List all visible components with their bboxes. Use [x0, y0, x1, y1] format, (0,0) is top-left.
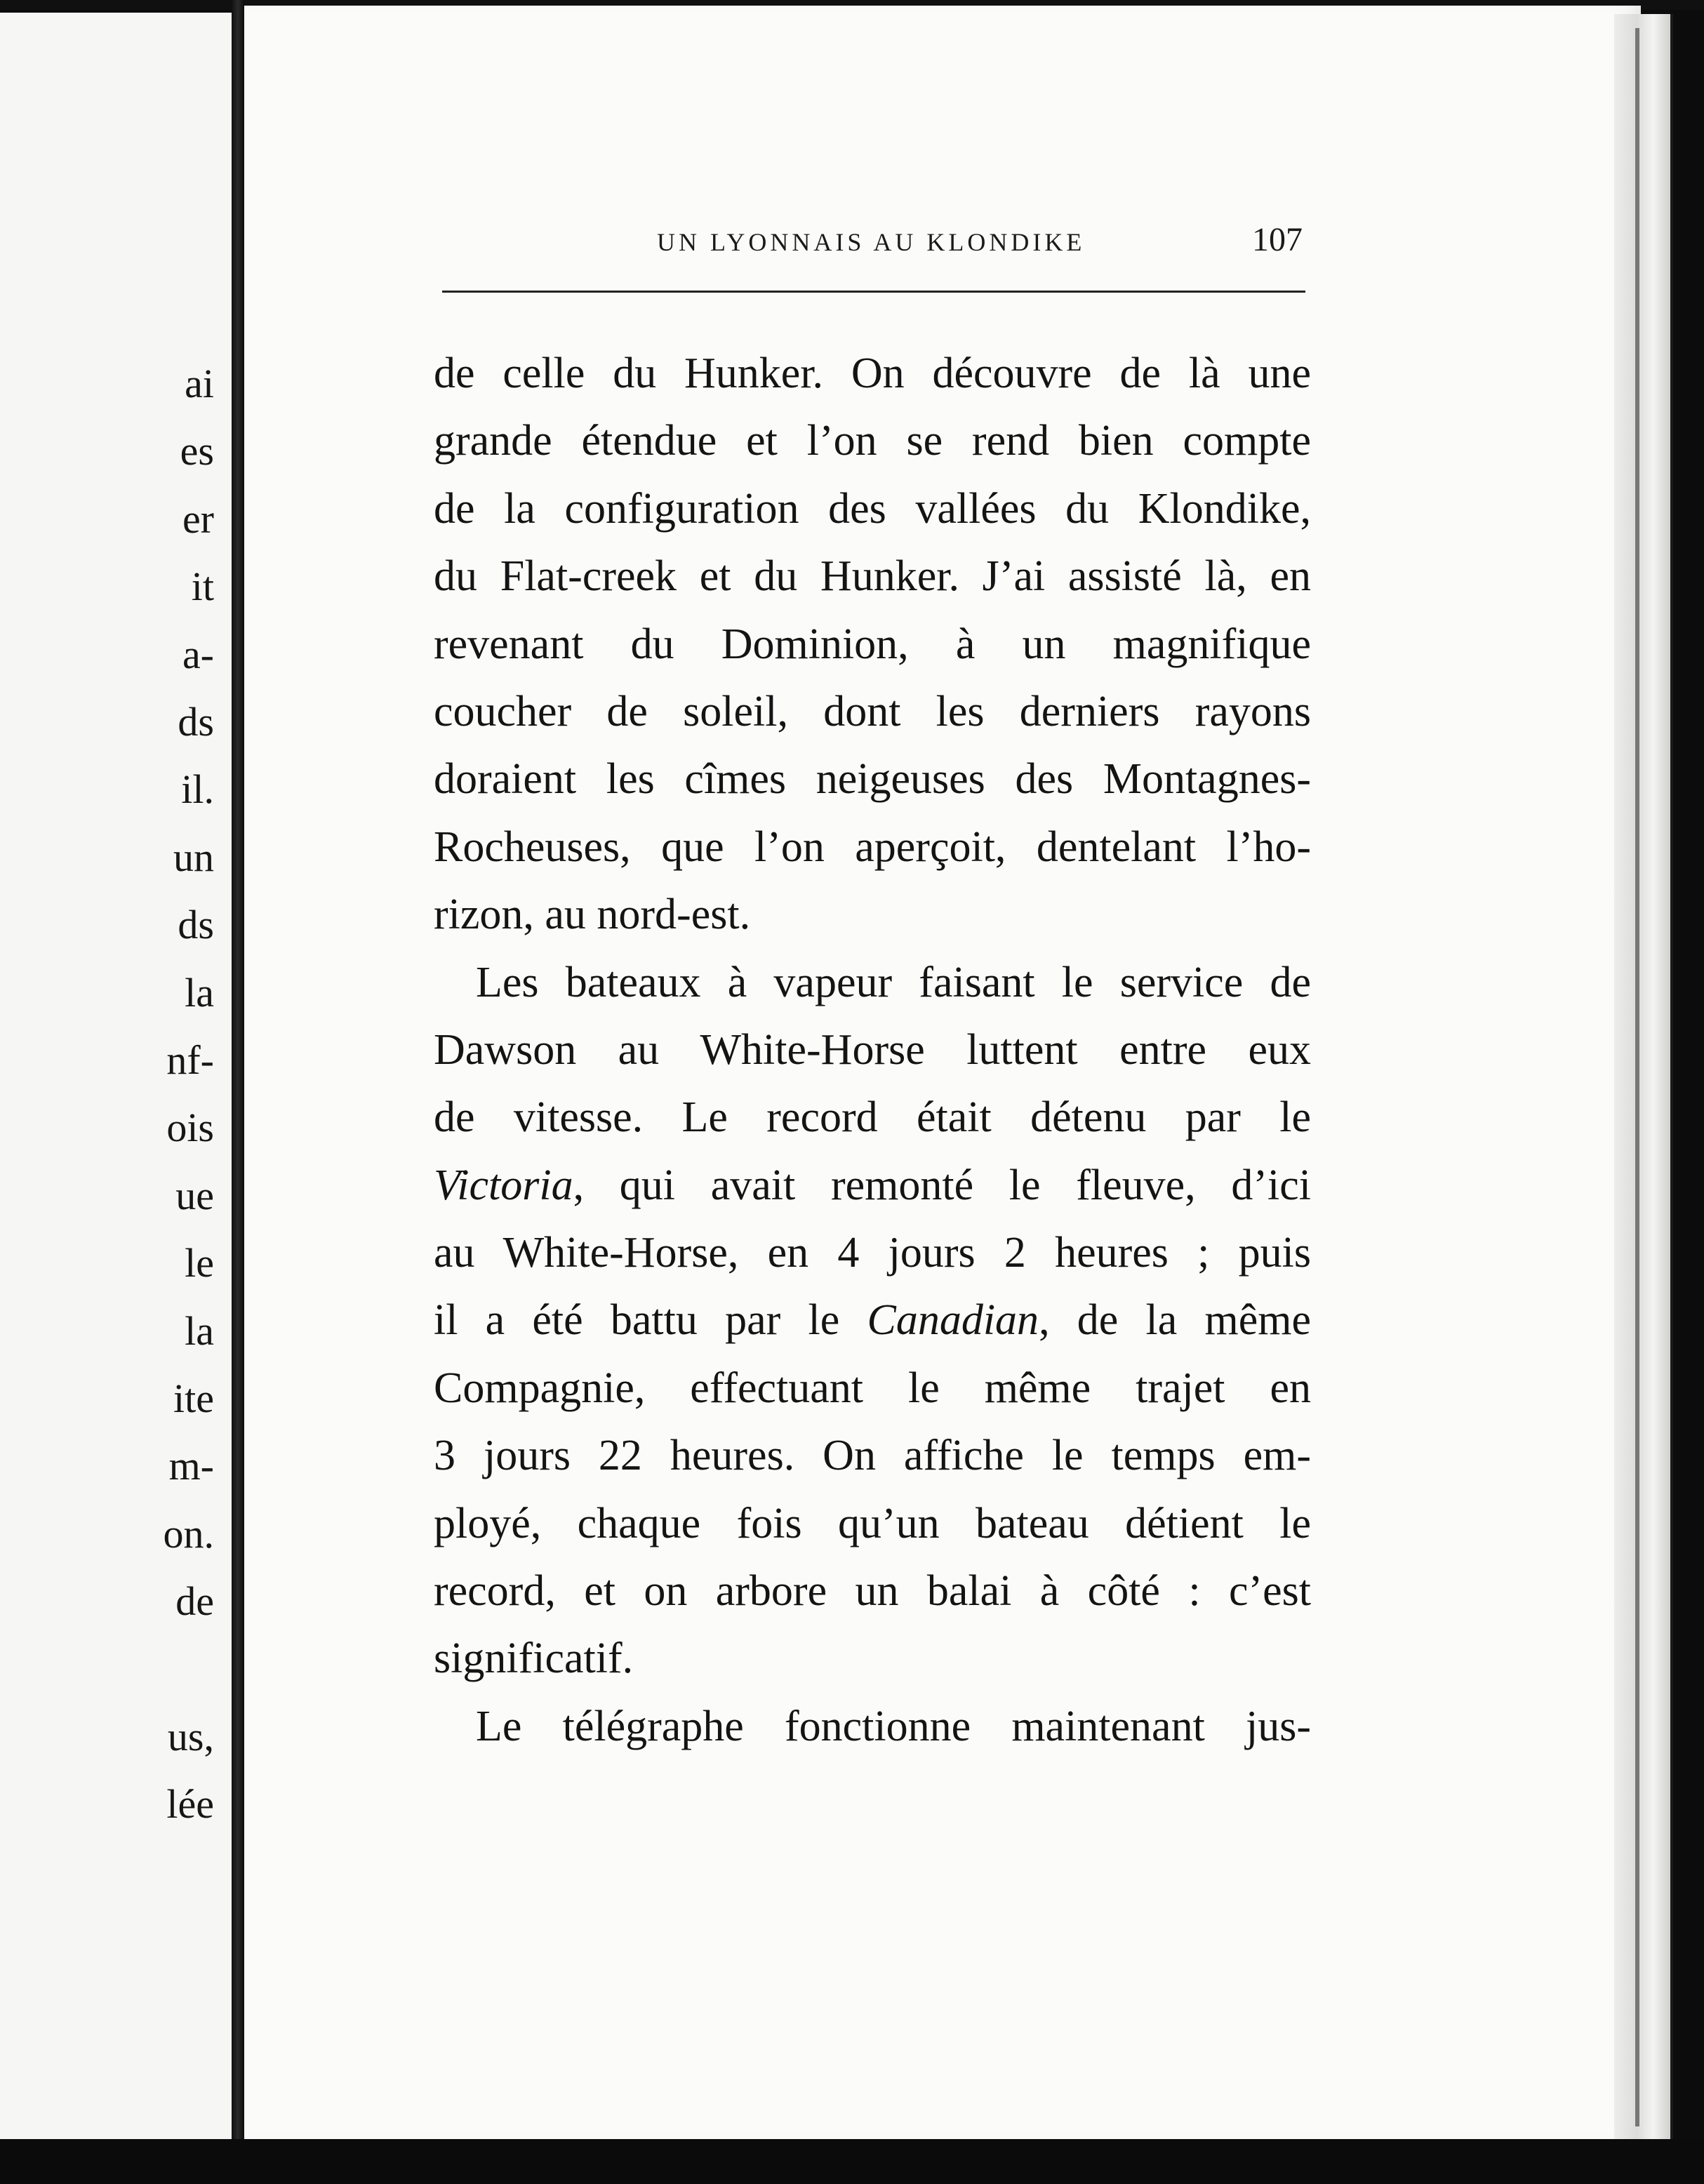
previous-page-line-fragment: le — [185, 1240, 214, 1286]
previous-page-line-fragment: it — [191, 564, 214, 610]
previous-page-line-fragment: la — [185, 969, 214, 1016]
text-line: significatif. — [434, 1634, 634, 1683]
previous-page-line-fragment: on. — [163, 1510, 214, 1557]
ship-name-canadian: Canadian — [867, 1296, 1039, 1345]
ship-name-victoria: Victoria — [434, 1161, 573, 1209]
text-line: doraient les cîmes neigeuses des Montagnes- — [434, 755, 1311, 804]
previous-page-fragment — [0, 13, 242, 2139]
previous-page-line-fragment: er — [182, 495, 214, 542]
text-line — [434, 1152, 1311, 1219]
text-line: 3 jours 22 heures. On affiche le temps em- — [434, 1432, 1311, 1480]
previous-page-line-fragment: ite — [173, 1376, 214, 1421]
text-segment: il a été battu par le — [434, 1296, 867, 1345]
text-segment: , qui avait remonté le fleuve, d’ici — [573, 1161, 1311, 1209]
previous-page-line-fragment: ois — [166, 1105, 214, 1151]
bottom-border — [0, 2139, 1704, 2184]
previous-page-line-fragment: lée — [166, 1781, 214, 1827]
page-edge — [1614, 14, 1673, 2140]
text-line: Dawson au White-Horse luttent entre eux — [434, 1025, 1311, 1074]
text-line: Rocheuses, que l’on aperçoit, dentelant l’ho- — [434, 823, 1311, 871]
text-line: du Flat-creek et du Hunker. J’ai assisté là, en — [434, 552, 1311, 601]
previous-page-line-fragment: un — [173, 834, 214, 880]
previous-page-line-fragment: ue — [175, 1172, 214, 1218]
text-line: de la configuration des vallées du Klondike, — [434, 484, 1311, 533]
previous-page-line-fragment: ai — [185, 361, 214, 406]
previous-page-line-fragment: il. — [181, 766, 214, 813]
text-line: grande étendue et l’on se rend bien compte — [434, 417, 1311, 465]
page-number: 107 — [1252, 221, 1303, 258]
text-line: ployé, chaque fois qu’un bateau détient le — [434, 1499, 1311, 1547]
running-head: UN LYONNAIS AU KLONDIKE — [657, 228, 1086, 256]
text-line: au White-Horse, en 4 jours 2 heures ; puis — [434, 1229, 1311, 1277]
previous-page-line-fragment: es — [180, 428, 214, 474]
text-line: Les bateaux à vapeur faisant le service de — [476, 958, 1311, 1006]
header-rule — [442, 291, 1305, 293]
body-text — [434, 340, 1311, 1760]
text-line — [434, 1286, 1311, 1354]
text-line: de vitesse. Le record était détenu par le — [434, 1093, 1311, 1142]
page-edge-line — [1635, 28, 1639, 2126]
text-segment: , de la même — [1039, 1296, 1311, 1345]
text-line: rizon, au nord-est. — [434, 891, 751, 939]
previous-page-line-fragment: de — [175, 1578, 214, 1625]
text-line: de celle du Hunker. On découvre de là une — [434, 349, 1311, 397]
previous-page-line-fragment: a- — [182, 631, 214, 677]
previous-page-line-fragment: us, — [167, 1714, 214, 1759]
previous-page-line-fragment: nf- — [166, 1037, 214, 1083]
previous-page-line-fragment: la — [185, 1307, 214, 1354]
text-line: Le télégraphe fonctionne maintenant jus- — [476, 1702, 1311, 1750]
text-line: coucher de soleil, dont les derniers rayons — [434, 687, 1311, 735]
text-line: record, et on arbore un balai à côté : c’est — [434, 1567, 1311, 1616]
text-line: revenant du Dominion, à un magnifique — [434, 620, 1311, 668]
previous-page-line-fragment: m- — [168, 1443, 214, 1489]
book-gutter — [232, 0, 244, 2184]
text-line: Compagnie, effectuant le même trajet en — [434, 1364, 1311, 1412]
previous-page-line-fragment: ds — [178, 902, 214, 948]
previous-page-line-fragment: ds — [178, 699, 214, 745]
